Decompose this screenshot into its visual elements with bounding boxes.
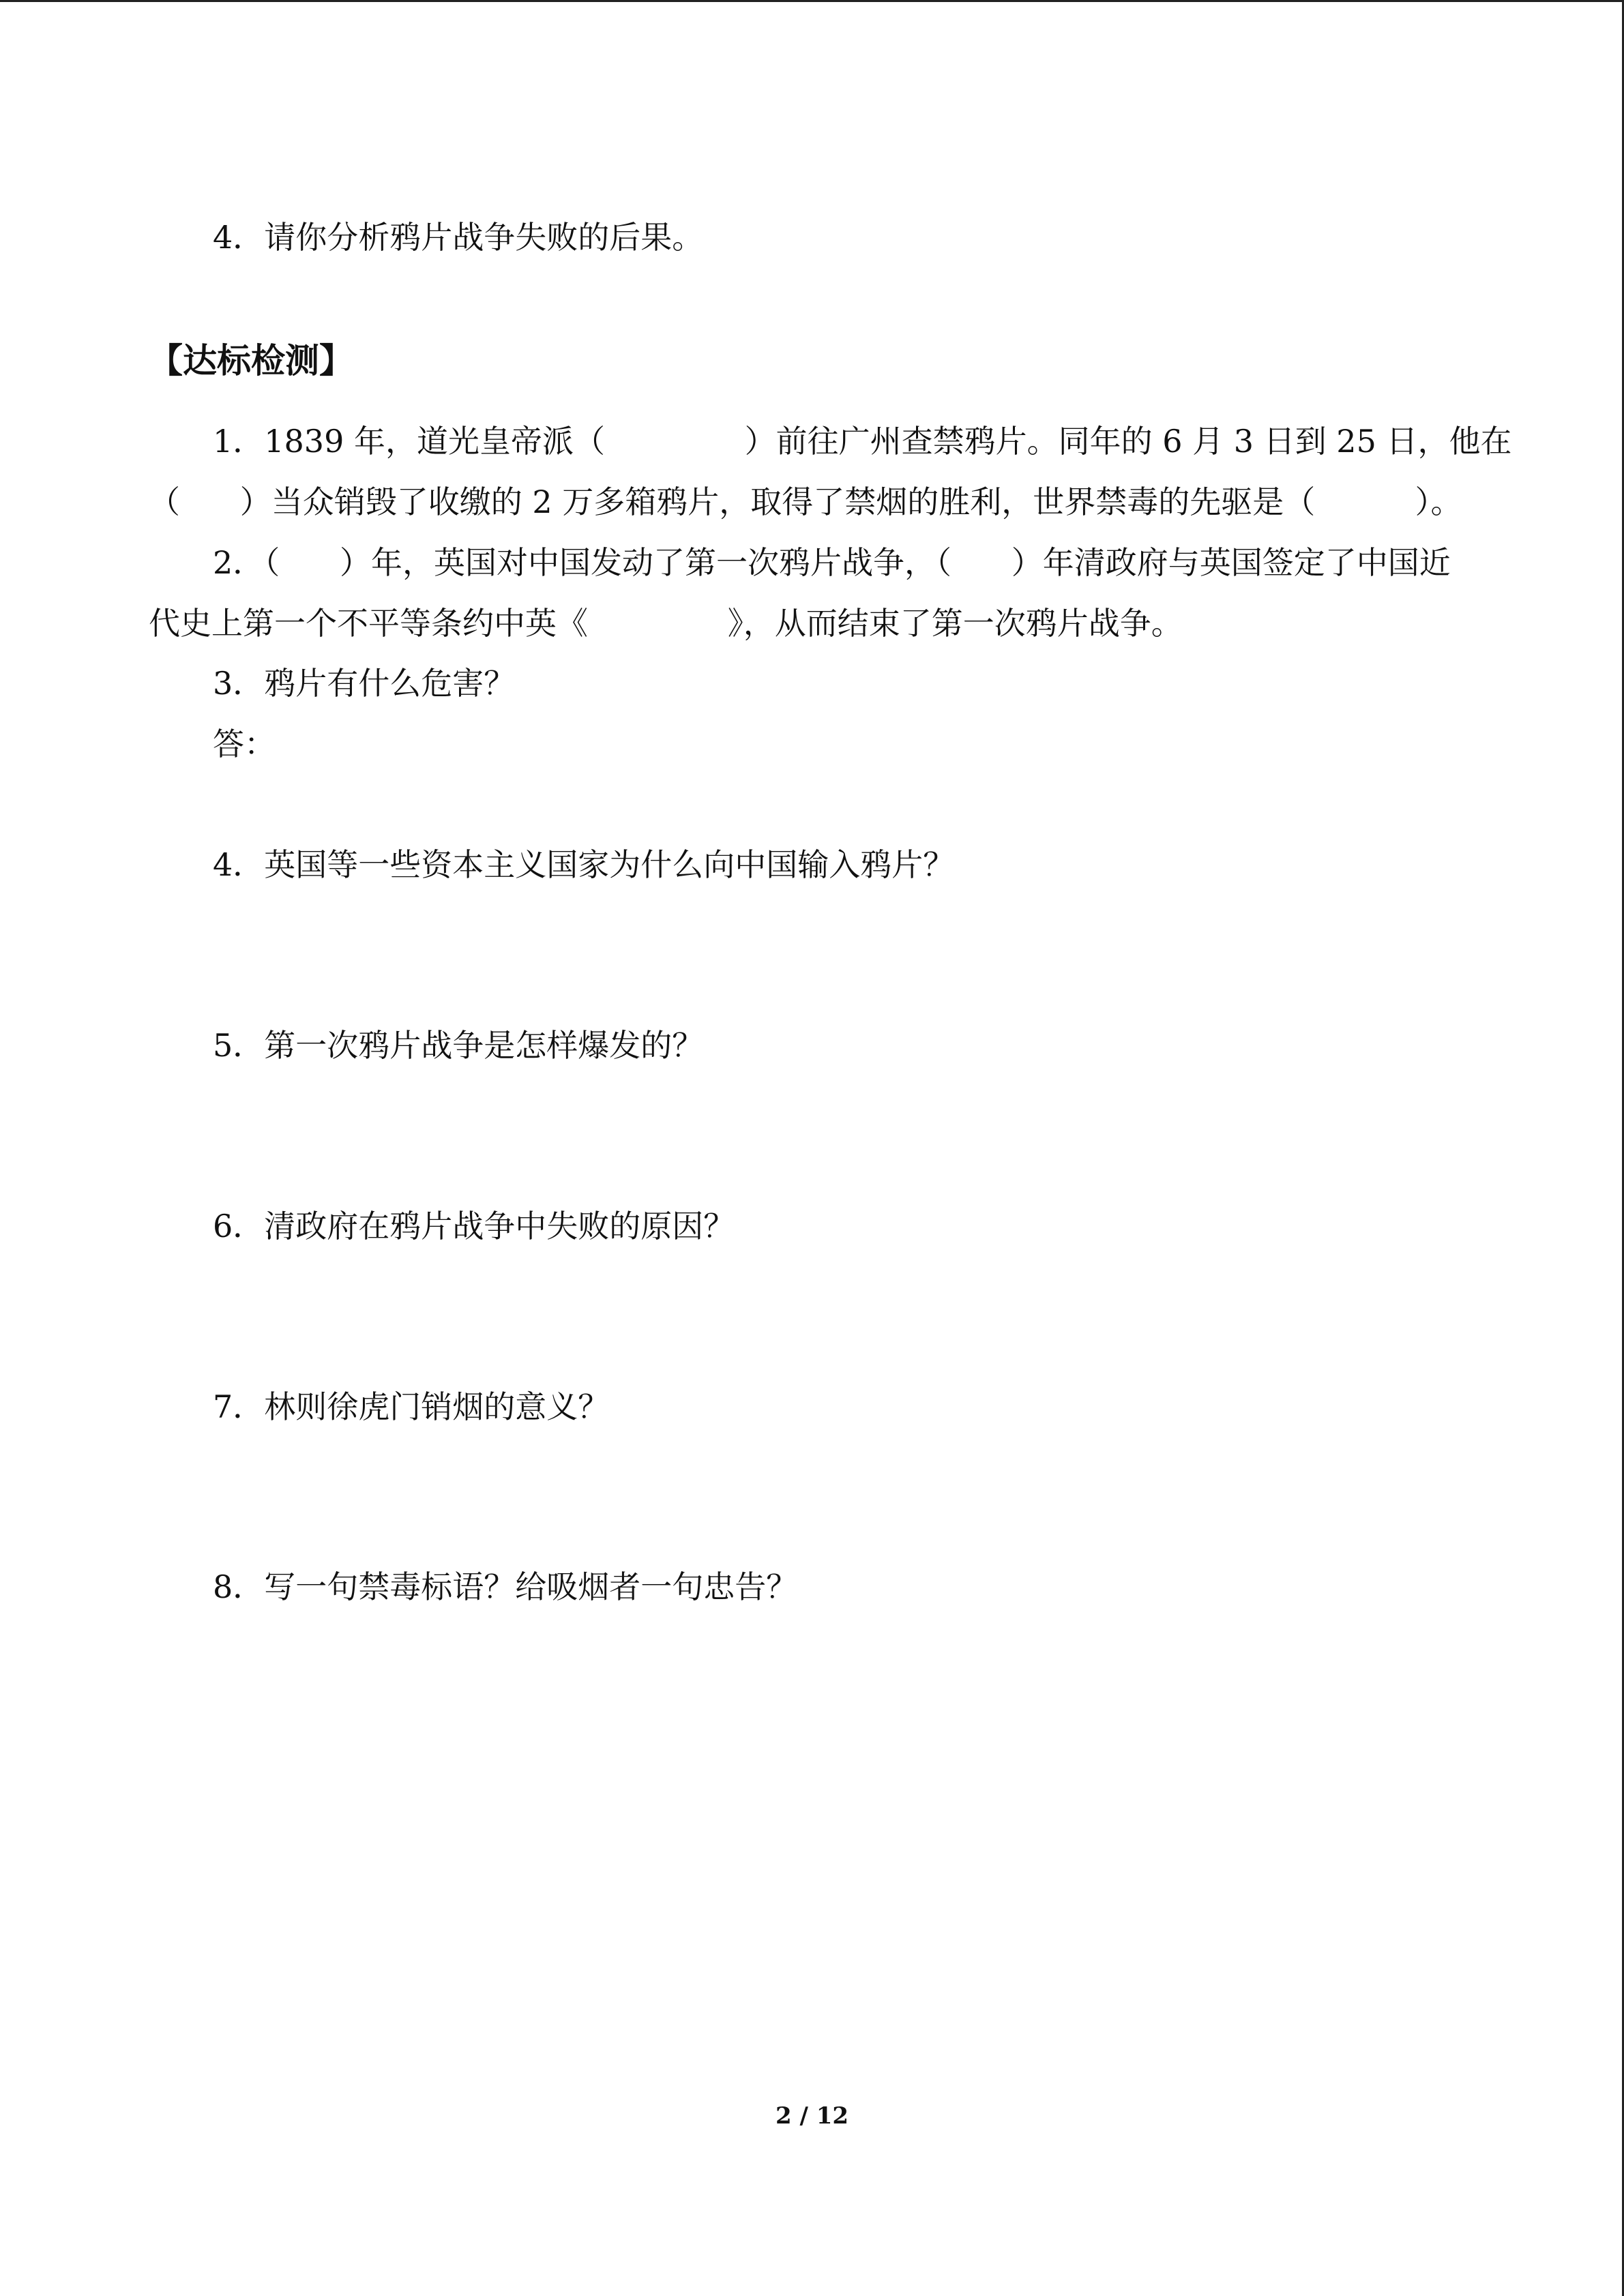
question-2-line-1: 2．（ ）年，英国对中国发动了第一次鸦片战争，（ ）年清政府与英国签定了中国近 [213, 544, 1451, 581]
intro-question: 4．请你分析鸦片战争失败的后果。 [213, 219, 704, 256]
question-4: 4．英国等一些资本主义国家为什么向中国输入鸦片？ [213, 846, 955, 883]
question-5: 5．第一次鸦片战争是怎样爆发的？ [213, 1027, 704, 1064]
question-6: 6．清政府在鸦片战争中失败的原因？ [213, 1208, 735, 1244]
answer-label: 答： [213, 726, 276, 762]
question-2-line-2: 代史上第一个不平等条约中英《 》，从而结束了第一次鸦片战争。 [149, 605, 1183, 642]
question-1-line-2: （ ）当众销毁了收缴的 2 万多箱鸦片，取得了禁烟的胜利，世界禁毒的先驱是（ ）。 [149, 483, 1462, 520]
question-7: 7．林则徐虎门销烟的意义？ [213, 1388, 610, 1425]
question-3: 3．鸦片有什么危害？ [213, 665, 516, 702]
question-8: 8．写一句禁毒标语？给吸烟者一句忠告？ [213, 1568, 798, 1605]
question-1-line-1: 1．1839 年，道光皇帝派（ ）前往广州查禁鸦片。同年的 6 月 3 日到 25 日，他在 [213, 423, 1512, 460]
section-heading: 【达标检测】 [149, 340, 353, 381]
page-top-border [0, 0, 1624, 2]
page-number: 2 / 12 [775, 2102, 849, 2130]
